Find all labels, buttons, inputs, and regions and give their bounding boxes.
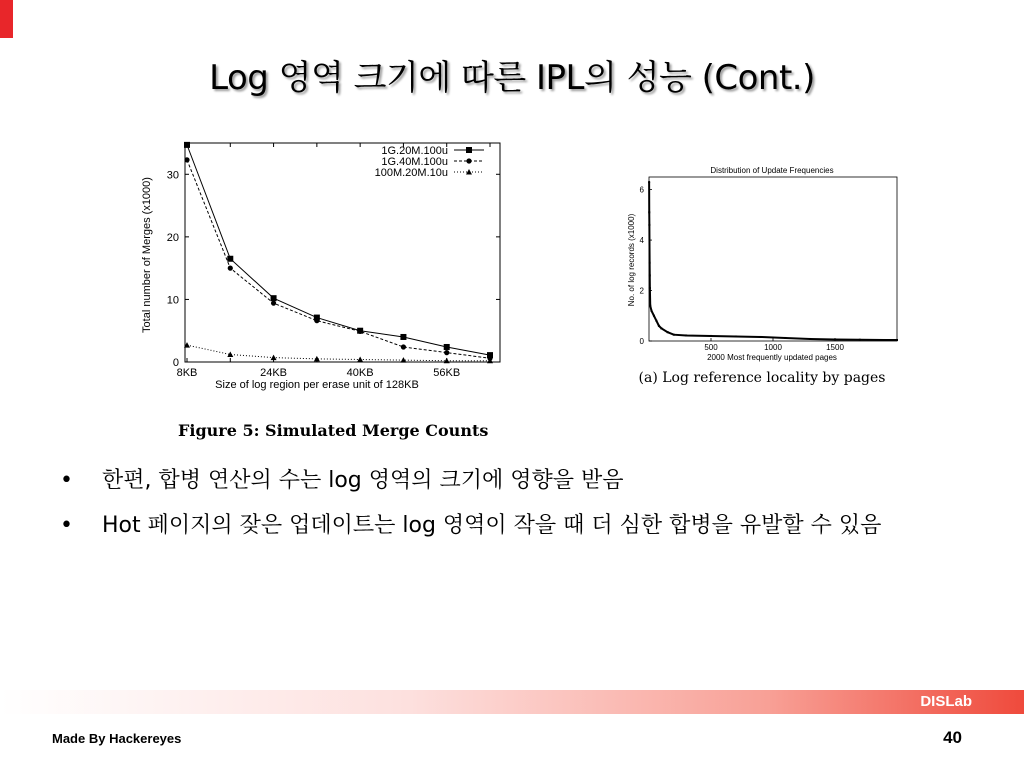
footer-gradient-bar: [0, 690, 1024, 714]
frequency-chart-points: [648, 181, 898, 341]
data-point: [444, 350, 449, 355]
plot-frame: [185, 143, 500, 362]
frequency-point: [660, 327, 662, 329]
data-point: [358, 329, 363, 334]
data-point: [314, 356, 320, 362]
footer-author: Made By Hackereyes: [52, 731, 182, 746]
x-tick-label: 1500: [826, 343, 844, 352]
data-point: [401, 344, 406, 349]
y-tick-label: 10: [166, 294, 179, 307]
plot-frame: [649, 177, 897, 341]
legend-entry: 1G.40M.100u: [381, 156, 448, 168]
merge-chart-y-axis-label: Total number of Merges (x1000): [141, 177, 153, 333]
frequency-point: [784, 337, 786, 339]
frequency-point: [648, 211, 650, 213]
data-point: [227, 256, 233, 262]
frequency-point: [760, 336, 762, 338]
y-tick-label: 2: [639, 286, 644, 296]
y-tick-label: 30: [166, 169, 179, 182]
legend-entry: 100M.20M.10u: [374, 167, 448, 179]
x-tick-label: 8KB: [176, 367, 198, 379]
figure-caption: Figure 5: Simulated Merge Counts: [178, 421, 489, 440]
bullet-text: Hot 페이지의 잦은 업데이트는 log 영역이 작을 때 더 심한 합병을 유발할 수 있음: [102, 513, 882, 538]
frequency-point: [649, 274, 651, 276]
frequency-point: [648, 244, 650, 246]
frequency-point: [648, 181, 650, 183]
data-point: [400, 334, 406, 340]
y-tick-label: 0: [639, 337, 644, 346]
frequency-point: [834, 338, 836, 340]
frequency-curve: [649, 182, 897, 340]
data-point: [184, 142, 190, 148]
frequency-point: [653, 315, 655, 317]
frequency-point: [658, 325, 660, 327]
frequency-point: [809, 338, 811, 340]
merge-chart-legend: [375, 145, 484, 179]
footer-lab-name: DISLab: [920, 693, 972, 710]
frequency-chart-x-axis-label: 2000 Most frequently updated pages: [707, 353, 837, 362]
x-tick-label: 1000: [764, 343, 782, 352]
data-point: [314, 318, 319, 323]
frequency-point: [896, 339, 898, 341]
frequency-point: [859, 339, 861, 341]
frequency-chart-title: Distribution of Update Frequencies: [710, 166, 834, 175]
bullet-symbol: •: [60, 468, 73, 493]
x-tick-label: 500: [704, 343, 718, 352]
frequency-point: [735, 335, 737, 337]
frequency-point: [650, 310, 652, 312]
data-point: [184, 157, 189, 162]
frequency-point: [649, 305, 651, 307]
frequency-chart-caption: (a) Log reference locality by pages: [638, 370, 886, 386]
corner-accent-mark: [0, 0, 13, 38]
merge-count-chart: [132, 135, 512, 395]
legend-marker: [466, 147, 472, 153]
data-point: [271, 355, 277, 361]
data-point: [357, 356, 363, 362]
merge-chart-x-axis-label: Size of log region per erase unit of 128KB: [215, 379, 419, 391]
update-frequency-chart: [620, 160, 910, 390]
frequency-point: [673, 334, 675, 336]
x-tick-label: 40KB: [346, 367, 374, 379]
page-number: 40: [943, 728, 962, 747]
frequency-point: [649, 287, 651, 289]
slide-title: Log 영역 크기에 따른 IPL의 성능 (Cont.): [209, 58, 815, 98]
frequency-point: [710, 335, 712, 337]
frequency-point: [649, 262, 651, 264]
bullet-list: [60, 466, 980, 556]
bullet-item: [60, 466, 980, 495]
x-tick-label: 56KB: [433, 367, 461, 379]
frequency-point: [655, 320, 657, 322]
bullet-text: 한편, 합병 연산의 수는 log 영역의 크기에 영향을 받음: [102, 468, 624, 493]
frequency-chart-axes: [640, 177, 897, 352]
data-point: [444, 344, 450, 350]
frequency-point: [667, 331, 669, 333]
bullet-symbol: •: [60, 513, 73, 538]
frequency-point: [685, 334, 687, 336]
bullet-item: [60, 511, 980, 540]
legend-marker: [466, 158, 471, 163]
x-tick-label: 24KB: [260, 367, 288, 379]
legend-entry: 1G.20M.100u: [381, 145, 448, 157]
merge-chart-axes: [167, 143, 500, 379]
data-point: [271, 295, 277, 301]
frequency-chart-y-axis-label: No. of log records (x1000): [627, 213, 636, 307]
y-tick-label: 6: [639, 185, 644, 195]
data-point: [271, 301, 276, 306]
y-tick-label: 4: [639, 236, 644, 246]
y-tick-label: 0: [172, 357, 179, 369]
frequency-point: [648, 224, 650, 226]
y-tick-label: 20: [166, 231, 179, 244]
data-point: [228, 266, 233, 271]
frequency-point: [884, 339, 886, 341]
